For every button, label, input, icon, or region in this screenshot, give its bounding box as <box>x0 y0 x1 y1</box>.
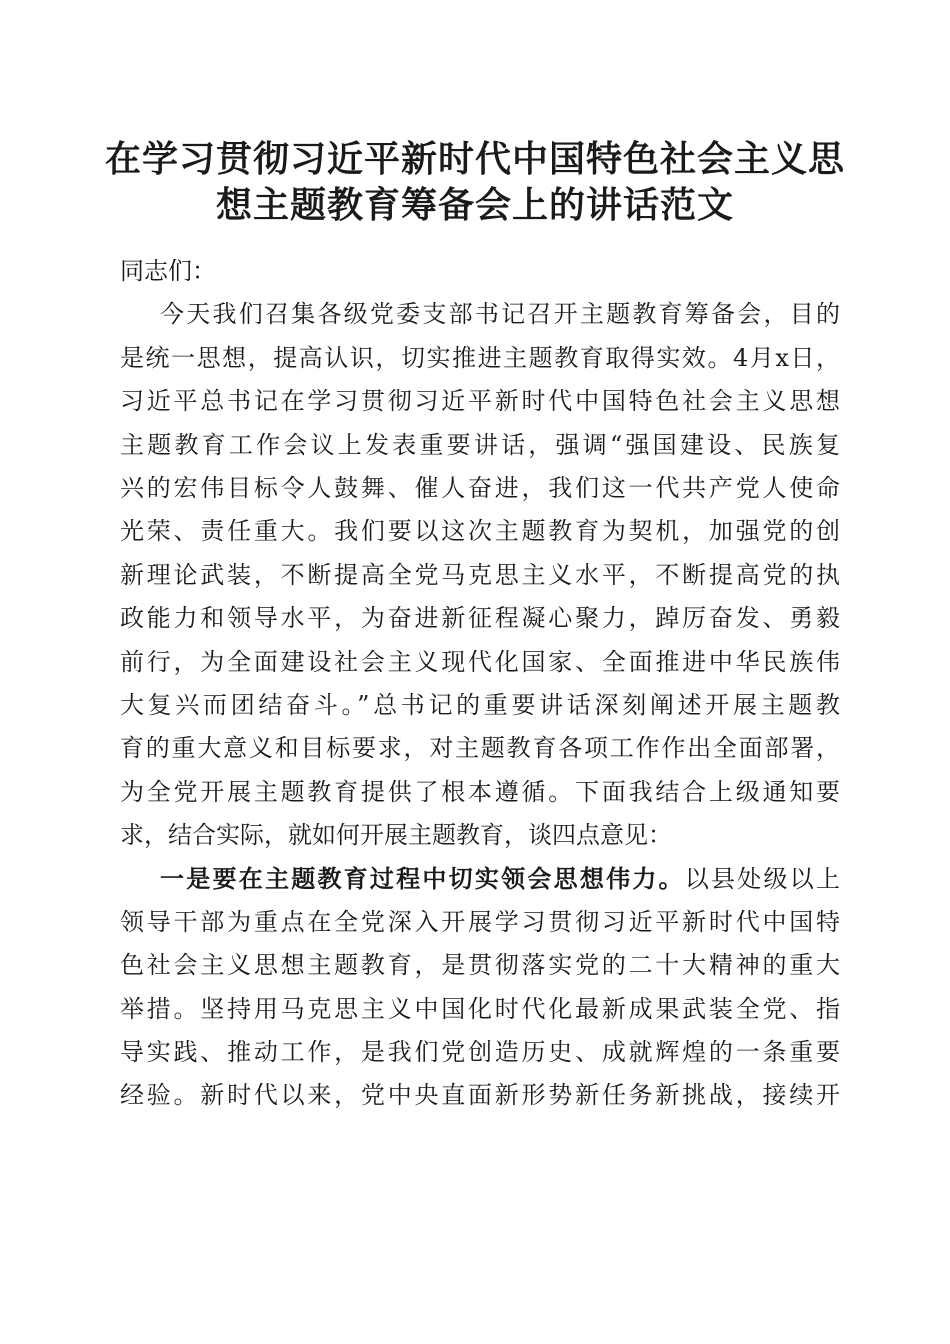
section-heading: 一是要在主题教育过程中切实领会思想伟力。 <box>160 864 685 894</box>
paragraph-line: 主题教育工作会议上发表重要讲话，强调“强国建设、民族复 <box>120 430 840 459</box>
paragraph-line: 为全党开展主题教育提供了根本遵循。下面我结合上级通知要 <box>120 777 840 806</box>
title-line-1: 在学习贯彻习近平新时代中国特色社会主义思 <box>104 138 845 180</box>
paragraph-line: 色社会主义思想主题教育，是贯彻落实党的二十大精神的重大 <box>120 951 840 980</box>
paragraph-line: 经验。新时代以来，党中央直面新形势新任务新挑战，接续开 <box>120 1081 840 1110</box>
heading-line-rest: 以县处级以上 <box>684 865 841 894</box>
paragraph-line: 求，结合实际，就如何开展主题教育，谈四点意见： <box>120 821 672 850</box>
paragraph-line: 新理论武装，不断提高全党马克思主义水平，不断提高党的执 <box>120 560 840 589</box>
paragraph-line: 政能力和领导水平，为奋进新征程凝心聚力，踔厉奋发、勇毅 <box>120 604 840 633</box>
paragraph-line: 习近平总书记在学习贯彻习近平新时代中国特色社会主义思想 <box>120 387 840 416</box>
paragraph-line: 是统一思想，提高认识，切实推进主题教育取得实效。4月x日， <box>120 343 840 372</box>
paragraph-line: 前行，为全面建设社会主义现代化国家、全面推进中华民族伟 <box>120 647 840 676</box>
paragraph-line: 举措。坚持用马克思主义中国化时代化最新成果武装全党、指 <box>120 994 840 1023</box>
greeting: 同志们： <box>120 257 216 285</box>
paragraph-line: 兴的宏伟目标令人鼓舞、催人奋进，我们这一代共产党人使命 <box>120 473 840 502</box>
paragraph-line: 导实践、推动工作，是我们党创造历史、成就辉煌的一条重要 <box>120 1038 840 1067</box>
document-body <box>120 250 840 1118</box>
paragraph-2 <box>120 857 840 1117</box>
document-title <box>100 136 850 228</box>
paragraph-line <box>120 857 840 900</box>
paragraph-line: 领导干部为重点在全党深入开展学习贯彻习近平新时代中国特 <box>120 907 840 936</box>
title-line-2: 想主题教育筹备会上的讲话范文 <box>215 184 734 226</box>
paragraph-line: 育的重大意义和目标要求，对主题教育各项工作作出全面部署， <box>120 734 840 763</box>
paragraph-line: 今天我们召集各级党委支部书记召开主题教育筹备会，目的 <box>160 300 840 329</box>
paragraph-line: 大复兴而团结奋斗。”总书记的重要讲话深刻阐述开展主题教 <box>120 690 840 719</box>
paragraph-1 <box>120 293 840 857</box>
paragraph-line: 光荣、责任重大。我们要以这次主题教育为契机，加强党的创 <box>120 517 840 546</box>
